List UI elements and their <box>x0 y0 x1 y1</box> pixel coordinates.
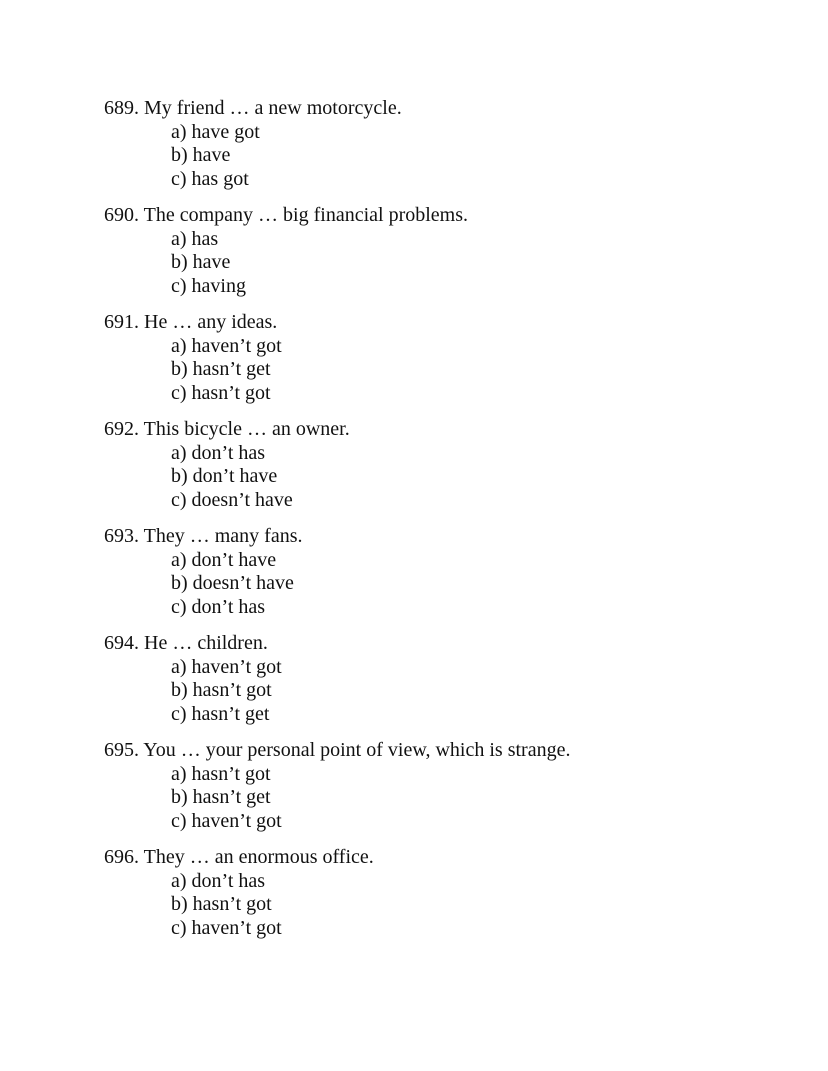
option-b: b) hasn’t got <box>171 679 272 701</box>
question-number: 693. <box>104 525 139 547</box>
option-a: a) haven’t got <box>171 334 282 357</box>
option-b: b) doesn’t have <box>171 572 294 594</box>
option-c: c) hasn’t get <box>171 702 270 725</box>
question-stem: This bicycle … an owner. <box>143 418 350 440</box>
question-number: 689. <box>104 97 139 119</box>
answer-options <box>104 121 784 192</box>
question-stem: The company … big financial problems. <box>143 204 468 226</box>
question-stem: You … your personal point of view, which is strange. <box>143 739 571 761</box>
answer-options <box>104 335 784 406</box>
question-693 <box>104 525 784 619</box>
question-number: 694. <box>104 632 139 654</box>
question-text <box>104 525 784 549</box>
option-a: a) don’t have <box>171 548 277 571</box>
option-a: a) don’t has <box>171 869 266 892</box>
option-c: c) doesn’t have <box>171 488 293 511</box>
question-689 <box>104 97 784 191</box>
option-b: b) have <box>171 251 231 273</box>
answer-options <box>104 228 784 299</box>
question-695 <box>104 739 784 833</box>
question-text <box>104 846 784 870</box>
option-a: a) has <box>171 227 219 250</box>
question-stem: My friend … a new motorcycle. <box>144 97 402 119</box>
answer-options <box>104 870 784 941</box>
question-number: 690. <box>104 204 139 226</box>
question-number: 696. <box>104 846 139 868</box>
answer-options <box>104 763 784 834</box>
question-694 <box>104 632 784 726</box>
option-c: c) haven’t got <box>171 809 282 832</box>
question-696 <box>104 846 784 940</box>
question-690 <box>104 204 784 298</box>
question-691 <box>104 311 784 405</box>
option-b: b) hasn’t get <box>171 786 271 808</box>
question-text <box>104 311 784 335</box>
question-number: 695. <box>104 739 139 761</box>
question-number: 692. <box>104 418 139 440</box>
question-stem: They … many fans. <box>143 525 303 547</box>
question-text <box>104 418 784 442</box>
option-c: c) hasn’t got <box>171 381 271 404</box>
answer-options <box>104 656 784 727</box>
option-c: c) haven’t got <box>171 916 282 939</box>
option-c: c) has got <box>171 167 249 190</box>
option-c: c) having <box>171 274 246 297</box>
question-text <box>104 97 784 121</box>
answer-options <box>104 442 784 513</box>
option-c: c) don’t has <box>171 595 266 618</box>
question-number: 691. <box>104 311 139 333</box>
question-stem: He … any ideas. <box>144 311 278 333</box>
option-a: a) hasn’t got <box>171 762 271 785</box>
question-text <box>104 632 784 656</box>
option-b: b) hasn’t got <box>171 893 272 915</box>
question-692 <box>104 418 784 512</box>
answer-options <box>104 549 784 620</box>
question-stem: He … children. <box>144 632 268 654</box>
question-text <box>104 204 784 228</box>
question-stem: They … an enormous office. <box>143 846 374 868</box>
option-a: a) don’t has <box>171 441 266 464</box>
option-a: a) haven’t got <box>171 655 282 678</box>
option-b: b) have <box>171 144 231 166</box>
option-a: a) have got <box>171 120 260 143</box>
question-text <box>104 739 784 763</box>
option-b: b) hasn’t get <box>171 358 271 380</box>
option-b: b) don’t have <box>171 465 278 487</box>
